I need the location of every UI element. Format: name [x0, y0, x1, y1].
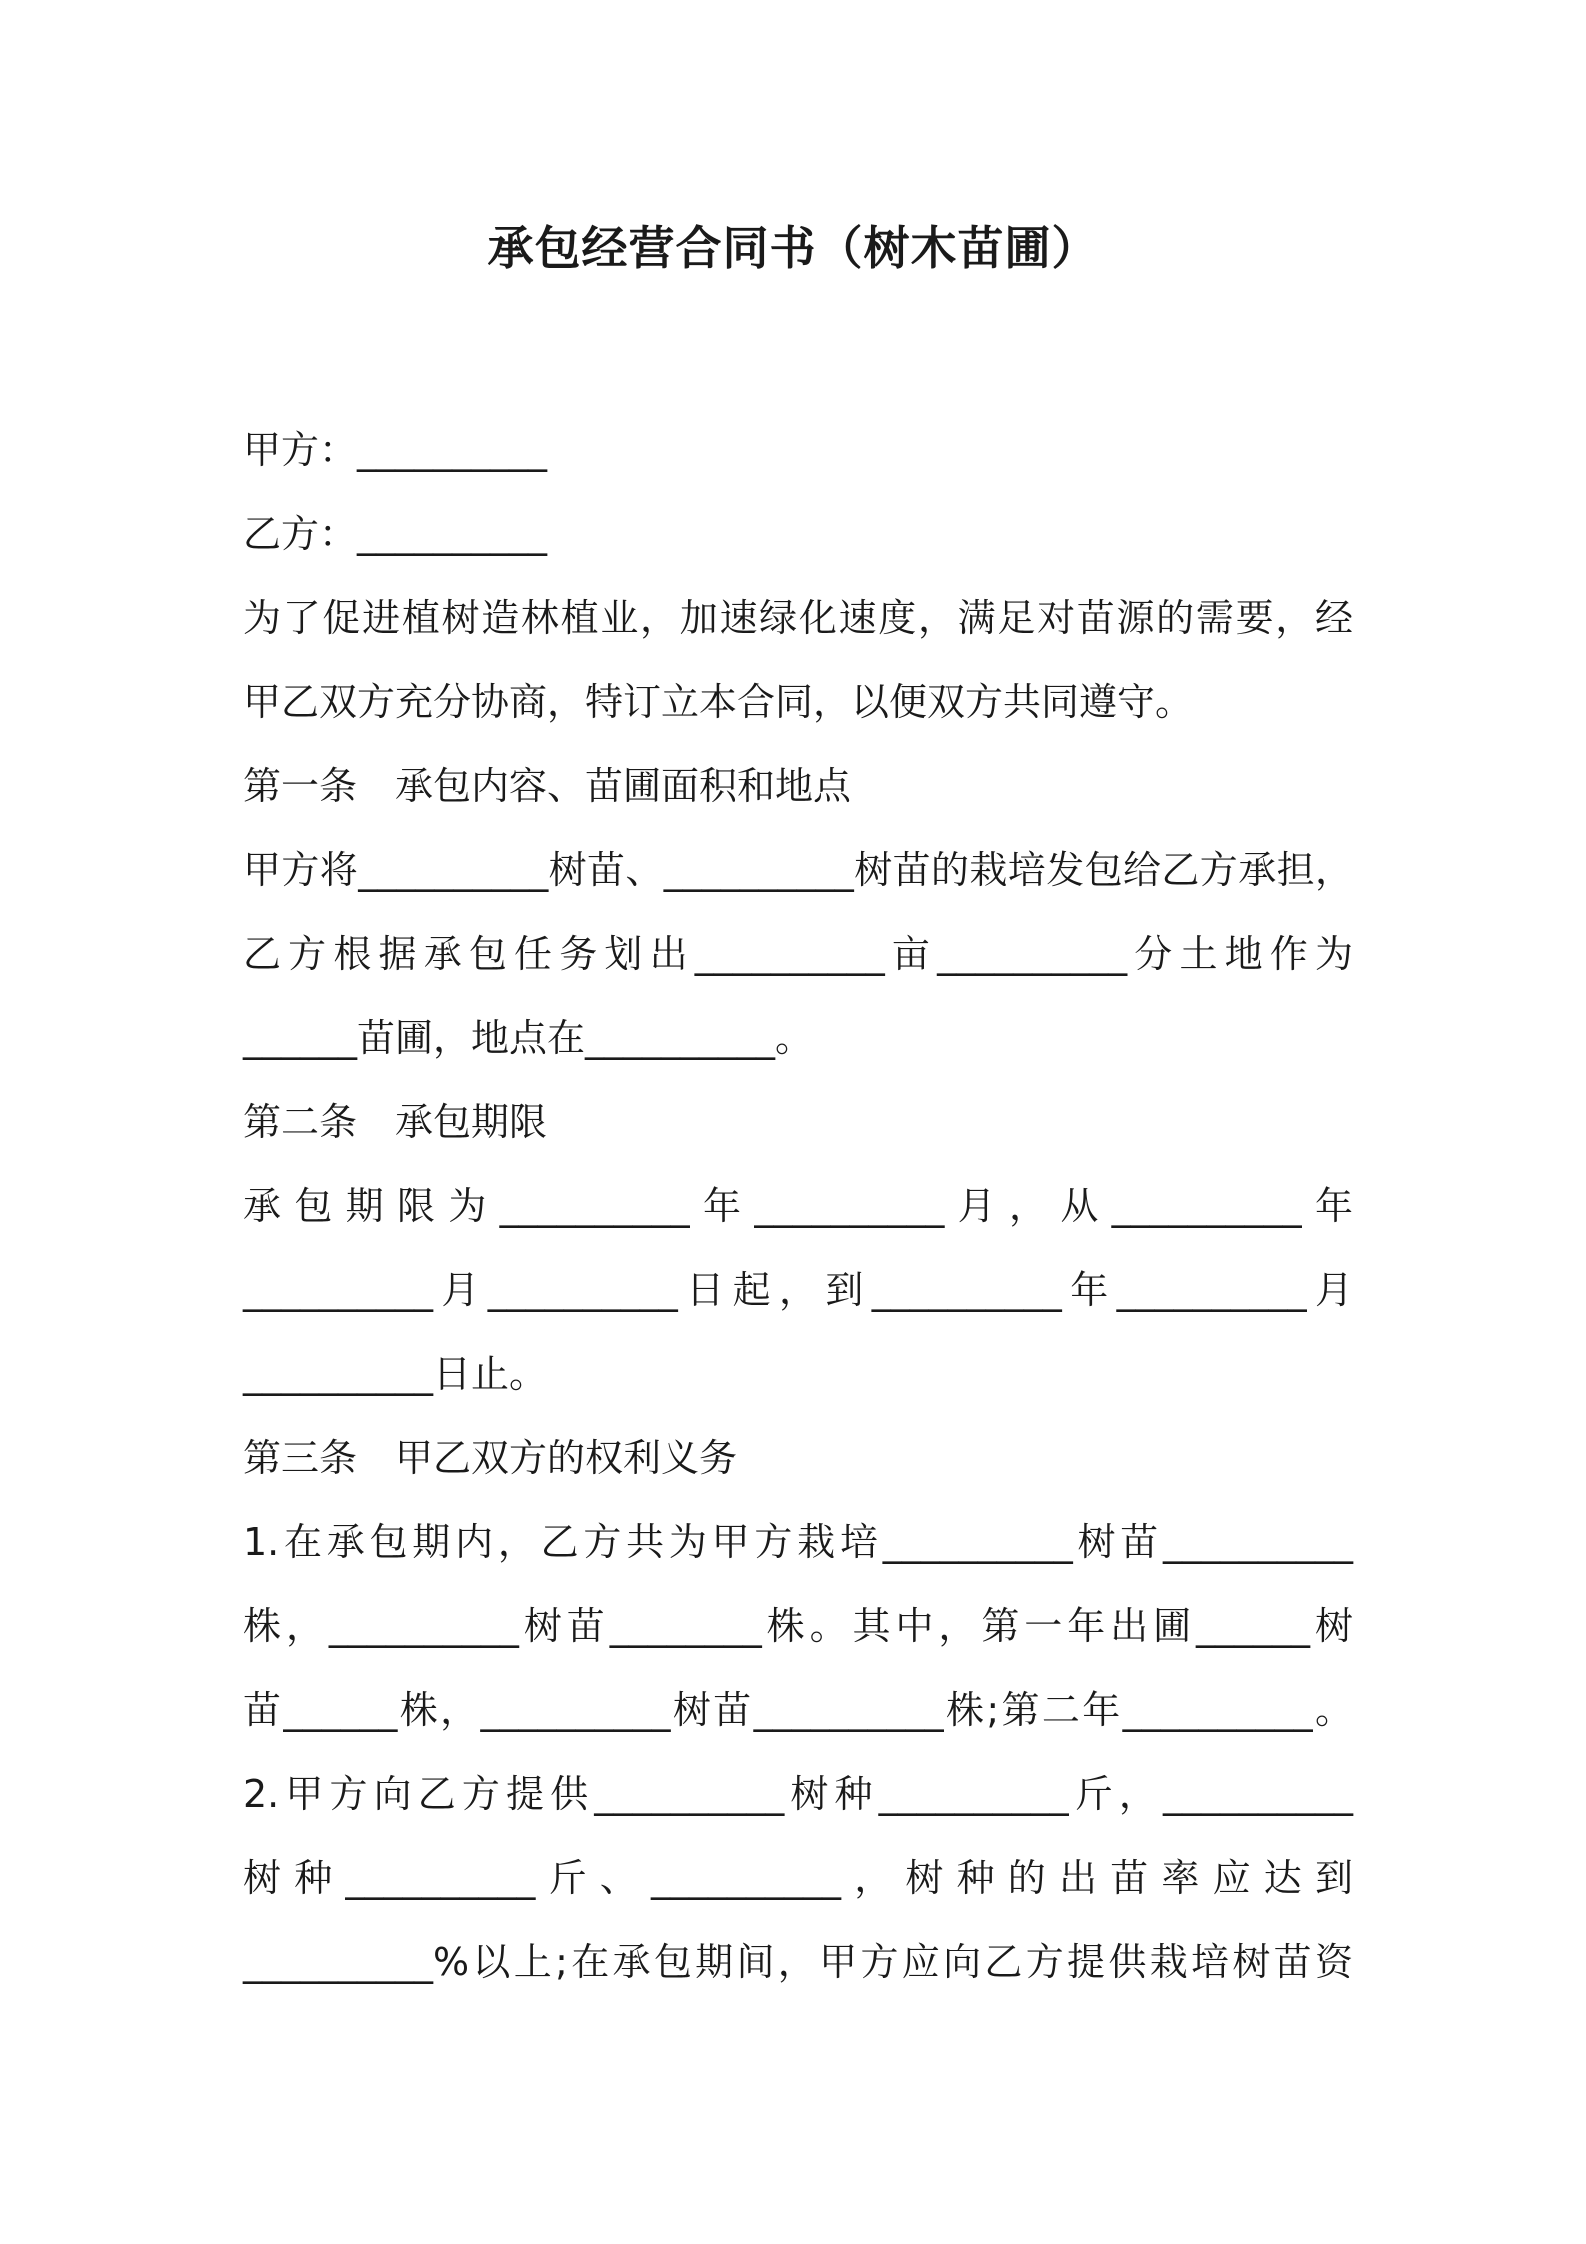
- article-1-line-3: ______苗圃，地点在__________。: [243, 1016, 814, 1060]
- document-body: [243, 408, 1353, 2004]
- article-3-item-2-line-2: 树种__________斤、__________，树种的出苗率应达到: [243, 1856, 1353, 1900]
- article-2-line-2: __________月__________日起，到__________年__________月: [243, 1268, 1353, 1312]
- article-1-line-2: 乙方根据承包任务划出__________亩__________分土地作为: [243, 932, 1353, 976]
- party-a-line: 甲方：__________: [243, 428, 548, 472]
- article-3-item-2-line-1: 2.甲方向乙方提供__________树种__________斤，__________: [243, 1772, 1353, 1816]
- article-1-heading: 第一条 承包内容、苗圃面积和地点: [243, 764, 852, 808]
- preamble-line-1: 为了促进植树造林植业，加速绿化速度，满足对苗源的需要，经: [243, 596, 1353, 640]
- article-3-item-2-line-3: __________%以上;在承包期间，甲方应向乙方提供栽培树苗资: [243, 1940, 1353, 1984]
- article-2-line-3: __________日止。: [243, 1352, 548, 1396]
- preamble-line-2: 甲乙双方充分协商，特订立本合同，以便双方共同遵守。: [243, 680, 1194, 724]
- document-title: 承包经营合同书（树木苗圃）: [487, 221, 1099, 275]
- article-3-item-1-line-1: 1.在承包期内，乙方共为甲方栽培__________树苗__________: [243, 1520, 1353, 1564]
- article-3-heading: 第三条 甲乙双方的权利义务: [243, 1436, 738, 1480]
- article-2-heading: 第二条 承包期限: [243, 1100, 548, 1144]
- article-3-item-1-line-3: 苗______株，__________树苗__________株;第二年__________。: [243, 1688, 1353, 1732]
- party-b-line: 乙方：__________: [243, 512, 548, 556]
- article-3-item-1-line-2: 株，__________树苗________株。其中，第一年出圃______树: [243, 1604, 1353, 1648]
- article-1-line-1: 甲方将__________树苗、__________树苗的栽培发包给乙方承担，: [243, 848, 1353, 892]
- article-2-line-1: 承包期限为__________年__________月，从__________年: [243, 1184, 1353, 1228]
